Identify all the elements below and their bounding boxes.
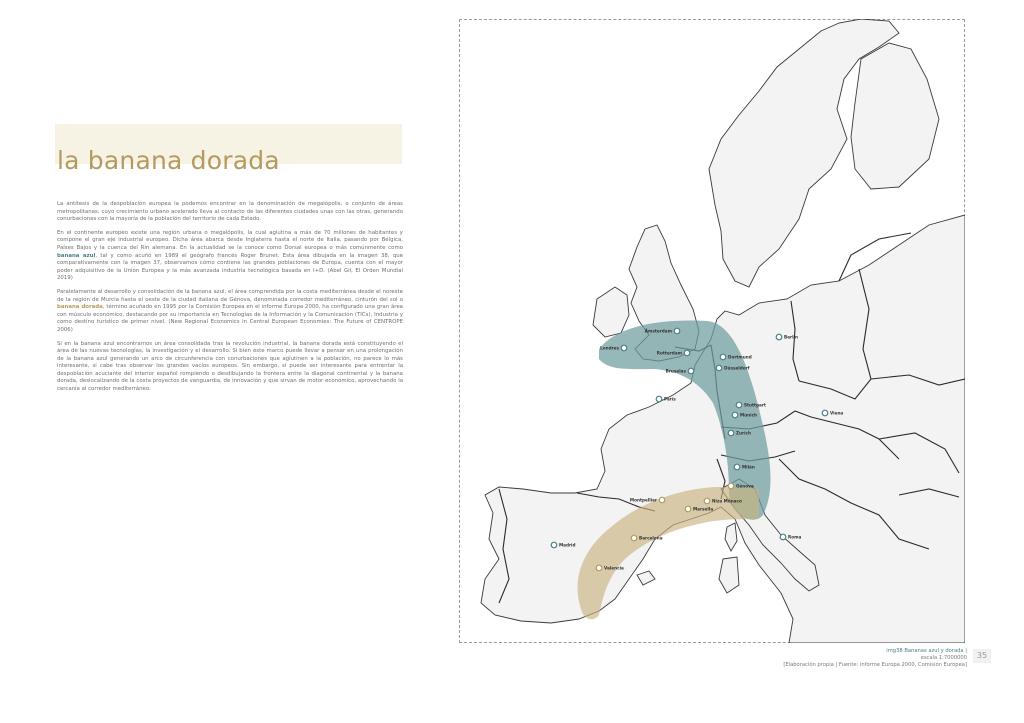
city-label: Génova <box>736 483 754 489</box>
city-label: Düsseldorf <box>724 365 750 371</box>
city-marker <box>704 498 710 504</box>
city-marker <box>728 483 734 489</box>
city-label: Zurich <box>736 430 751 436</box>
caption-title: img38 Bananas azul y dorada | <box>886 648 967 654</box>
balearic-land <box>637 571 655 585</box>
city-marker <box>621 345 627 351</box>
city-label: Barcelona <box>639 535 663 541</box>
city-marker <box>716 365 722 371</box>
figure-caption <box>747 648 967 669</box>
city-marker <box>684 350 690 356</box>
paragraph-2 <box>57 230 403 283</box>
city-marker <box>596 565 602 571</box>
city-label: Niza Mónaco <box>712 498 742 504</box>
caption-scale: escala 1:7000000 <box>920 655 967 661</box>
city-marker <box>776 334 782 340</box>
city-label: Valencia <box>604 565 624 571</box>
city-label: Ámsterdam <box>644 328 672 334</box>
city-label: Madrid <box>559 542 576 548</box>
city-marker <box>720 354 726 360</box>
europe-map <box>459 19 965 643</box>
city-marker <box>728 430 734 436</box>
city-label: Rotterdam <box>656 350 682 356</box>
city-marker <box>688 368 694 374</box>
city-label: Milán <box>742 464 755 470</box>
paragraph-1 <box>57 201 403 224</box>
body-text <box>57 201 403 400</box>
city-marker <box>736 402 742 408</box>
finland-land <box>851 43 939 189</box>
city-label: Marsella <box>693 506 714 512</box>
city-marker <box>780 534 786 540</box>
city-label: Montpellier <box>629 497 657 503</box>
city-marker <box>656 396 662 402</box>
city-label: Dortmund <box>728 354 752 360</box>
city-marker <box>631 535 637 541</box>
city-label: Stuttgart <box>744 402 766 408</box>
paragraph-4 <box>57 341 403 394</box>
city-marker <box>551 542 557 548</box>
city-marker <box>732 412 738 418</box>
paragraph-text: En el continente europeo existe una región urbana o megalópolis, la cual aglutina a más de 70 millones de habitantes y compone el gran eje industrial europeo. Dicha área abarca desde Inglaterra hasta el norte de Italia, pasando por Bélgica, Países Bajos y la cuenca del Rin alemana. En la actualidad se la conoce como Dorsal europea o más comúnmente como <box>57 229 403 251</box>
city-label: Bruselas <box>665 368 686 374</box>
paragraph-text: Si en la banana azul encontramos un área consolidada tras la revolución industrial, la banana dorada está constituyendo el área de las nuevas tecnologías, la investigación y el desarrollo. Si bien este marco puede llevar a pensar en una prolongación de la banana azul generando un arco de circunferencia con conurbaciones que aglutinen a la población, no parece lo más interesante, si cabe tras observar los grandes vacíos europeos. Sin embargo, sí puede ser interesante para entrentar la despoblación acuciante del interior español rompiendo o desdibujando la frontera entre la diagonal continental y la banana dorada, deslocalizando de la costa proyectos de vanguardia, de innovación y que sirvan de motor económico, aprovechando la cercanía al corredor mediterráneo. <box>57 340 403 393</box>
ireland-land <box>593 287 629 337</box>
city-marker <box>659 497 665 503</box>
corsica-land <box>725 523 737 551</box>
highlight-banana-azul: banana azul <box>57 252 96 259</box>
city-label: París <box>664 396 676 402</box>
city-label: Roma <box>788 534 802 540</box>
city-label: Londres <box>600 345 619 351</box>
paragraph-text: La antítesis de la despoblación europea la podemos encontrar en la denominación de megalópolis, o conjunto de áreas metropolitanas, cuyo crecimiento urbano acelerado lleva al contacto de las diferentes ciudades unas con las otras, generando conurbaciones con la mayoría de la población del territorio de cada Estado. <box>57 201 403 223</box>
sardinia-land <box>719 557 739 593</box>
city-marker <box>685 506 691 512</box>
caption-source: [Elaboración propia | Fuente: informe Europa 2000, Comisión Europea] <box>783 662 967 668</box>
page-title: la banana dorada <box>57 145 280 175</box>
paragraph-3 <box>57 289 403 335</box>
city-label: Viena <box>830 410 844 416</box>
city-marker <box>734 464 740 470</box>
city-label: Berlín <box>784 334 798 340</box>
paragraph-text: , término acuñado en 1995 por la Comisión Europea en el informe Europa 2000, ha configurado una gran área con músculo económico, destacando por su importancia en Tecnologías de la Información y la Comunicación (TICs), Industria y como destino turístico de primer nivel. (New Regional Economics in Central European Economies: The Future of CENTROPE 2006) <box>57 304 403 333</box>
paragraph-text: , tal y como acuñó en 1989 el geógrafo francés Roger Brunet. Esta área dibujada en la imagen 38, que comparativamente con la imagen 37, observamos cómo contiene las grandes poblaciones de Europa, cuenta con el mayor poder adquisitivo de la Unión Europea y la más avanzada industria tecnológica basada en I+D. (Abel Gil, El Orden Mundial 2019) <box>57 252 404 282</box>
paragraph-text: Paralelamente al desarrollo y consolidación de la banana azul, el área comprendida por la costa mediterránea desde el noreste de la región de Murcia hasta el oeste de la ciudad italiana de Génova, denominada corredor mediterráneo, cinturón del sol o <box>57 288 403 303</box>
highlight-banana-dorada: banana dorada <box>57 304 103 311</box>
page-number: 35 <box>973 649 991 663</box>
city-marker <box>674 328 680 334</box>
city-marker <box>822 410 828 416</box>
city-label: Múnich <box>740 412 758 418</box>
